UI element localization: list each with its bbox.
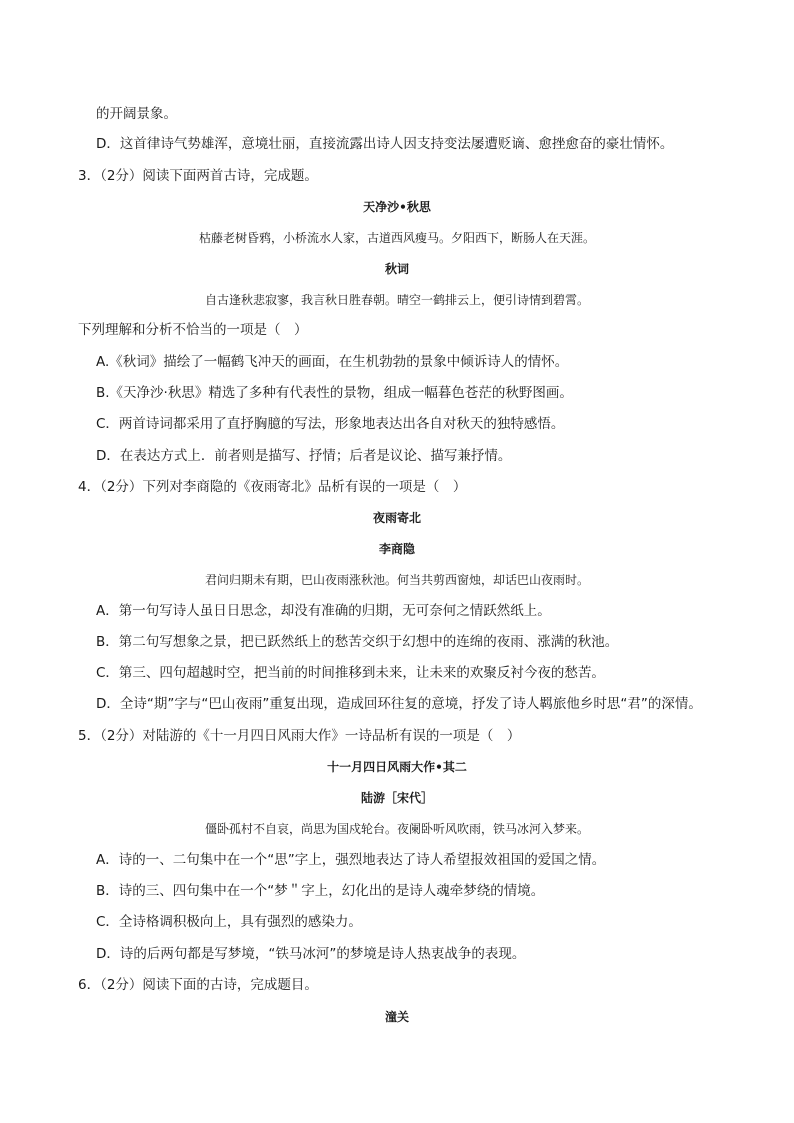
- poem-title: 夜雨寄北: [372, 511, 421, 525]
- question-5: 5．（2分）对陆游的《十一月四日风雨大作》一诗品析有误的一项是（ ）: [78, 728, 521, 744]
- poem-text: 枯藤老树昏鸦，小桥流水人家，古道西风瘦马。夕阳西下，断肠人在天涯。: [198, 231, 595, 245]
- question-6: 6．（2分）阅读下面的古诗，完成题目。: [78, 977, 318, 993]
- option-d: D．这首律诗气势雄浑，意境壮丽，直接流露出诗人因支持变法屡遭贬谪、愈挫愈奋的豪壮情怀。: [96, 136, 674, 152]
- option-b: B．第二句写想象之景，把已跃然纸上的愁苦交织于幻想中的连绵的夜雨、涨满的秋池。: [96, 634, 619, 650]
- poem-title: 秋词: [384, 262, 409, 276]
- option-a: A．第一句写诗人虽日日思念，却没有准确的归期，无可奈何之情跃然纸上。: [96, 603, 551, 619]
- poem-text: 君问归期未有期，巴山夜雨涨秋池。何当共剪西窗烛，却话巴山夜雨时。: [204, 573, 589, 587]
- option-d: D．在表达方式上．前者则是描写、抒情；后者是议论、描写兼抒情。: [96, 448, 512, 464]
- poem-author: 陆游［宋代］: [360, 791, 433, 805]
- question-4: 4．（2分）下列对李商隐的《夜雨寄北》品析有误的一项是（ ）: [78, 479, 467, 495]
- option-a: A.《秋词》描绘了一幅鹤飞冲天的画面，在生机勃勃的景象中倾诉诗人的情怀。: [96, 354, 569, 370]
- option-b: B．诗的三、四句集中在一个“梦＂字上，幻化出的是诗人魂牵梦绕的情境。: [96, 883, 545, 899]
- option-d: D．全诗“期”字与“巴山夜雨”重复出现，造成回环往复的意境，抒发了诗人羁旅他乡时思“君”的深情。: [96, 696, 702, 712]
- poem-title: 潼关: [384, 1010, 409, 1024]
- question-3: 3．（2分）阅读下面两首古诗，完成题。: [78, 168, 318, 184]
- text-line: 的开阔景象。: [96, 106, 177, 122]
- option-c: C．第三、四句超越时空，把当前的时间推移到未来，让未来的欢聚反衬今夜的愁苦。: [96, 665, 605, 681]
- poem-author: 李商隐: [378, 542, 415, 556]
- poem-text: 自古逢秋悲寂寥，我言秋日胜春朝。晴空一鹤排云上，便引诗情到碧霄。: [204, 293, 589, 307]
- option-a: A．诗的一、二句集中在一个“思”字上，强烈地表达了诗人希望报效祖国的爱国之情。: [96, 852, 606, 868]
- option-c: C．两首诗词都采用了直抒胸臆的写法，形象地表达出各自对秋天的独特感悟。: [96, 416, 565, 432]
- option-c: C．全诗格调积极向上，具有强烈的感染力。: [96, 914, 362, 930]
- option-d: D．诗的后两句都是写梦境，“铁马冰河”的梦境是诗人热衷战争的表现。: [96, 946, 526, 962]
- option-b: B.《天净沙·秋思》精选了多种有代表性的景物，组成一幅暮色苍茫的秋野图画。: [96, 385, 573, 401]
- poem-title: 天净沙•秋思: [363, 200, 431, 214]
- poem-title: 十一月四日风雨大作•其二: [327, 760, 467, 774]
- poem-text: 僵卧孤村不自哀，尚思为国戍轮台。夜阑卧听风吹雨，铁马冰河入梦来。: [204, 822, 589, 836]
- question-stem: 下列理解和分析不恰当的一项是（ ）: [78, 322, 308, 338]
